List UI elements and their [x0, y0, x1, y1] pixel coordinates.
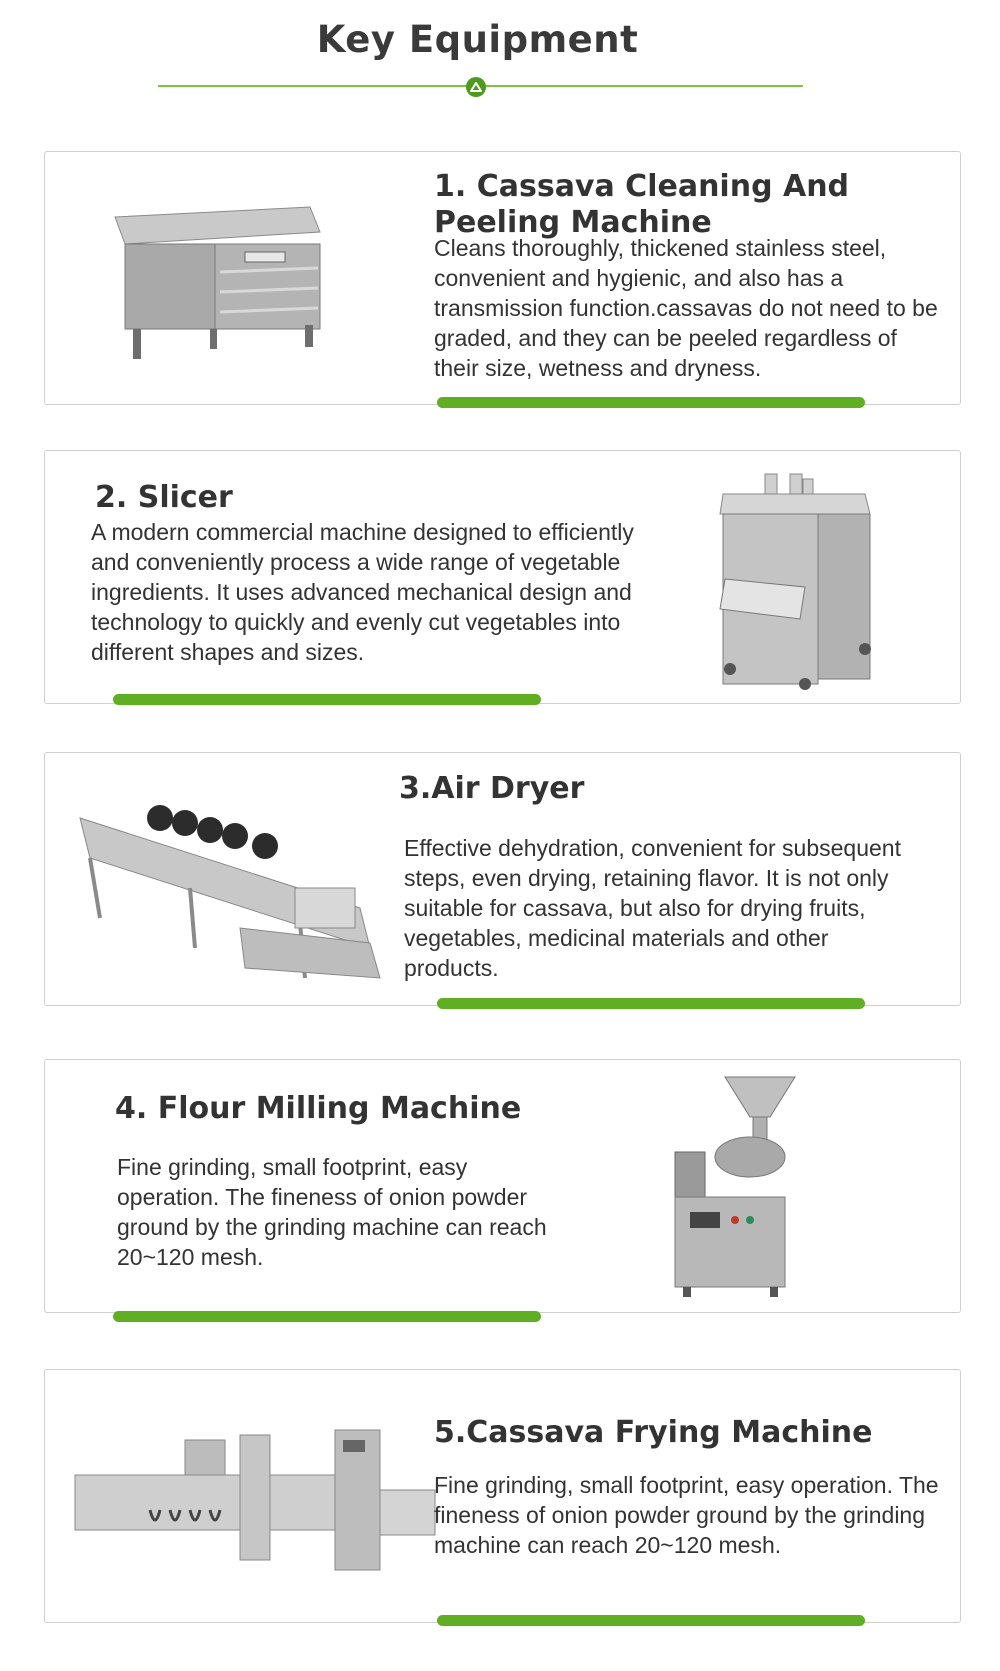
accent-bar — [437, 397, 865, 408]
flour-mill-image — [655, 1072, 835, 1302]
accent-bar — [437, 998, 865, 1009]
equipment-card-3 — [44, 752, 961, 1006]
equipment-title: 3.Air Dryer — [399, 771, 585, 806]
accent-bar — [437, 1615, 865, 1626]
equipment-title: 5.Cassava Frying Machine — [434, 1415, 873, 1450]
equipment-card-4 — [44, 1059, 961, 1313]
equipment-description: Cleans thoroughly, thickened stainless steel, convenient and hygienic, and also has a transmission function.cassavas do not need to be graded, and they can be peeled regardless of their size, wetness and dryness. — [434, 235, 938, 381]
equipment-description: Effective dehydration, convenient for subsequent steps, even drying, retaining flavor. It is not only suitable for cassava, but also for drying fruits, vegetables, medicinal materials and other products. — [404, 835, 901, 981]
chevron-up-icon — [466, 77, 486, 97]
equipment-title: 1. Cassava Cleaning And Peeling Machine — [434, 169, 850, 240]
slicer-machine-image — [695, 469, 885, 694]
equipment-description: Fine grinding, small footprint, easy operation. The fineness of onion powder ground by the grinding machine can reach 20~120 mesh. — [434, 1472, 939, 1558]
equipment-card-5 — [44, 1369, 961, 1623]
equipment-title: 4. Flour Milling Machine — [115, 1091, 522, 1126]
equipment-card-2 — [44, 450, 961, 704]
equipment-card-1 — [44, 151, 961, 405]
accent-bar — [113, 1311, 541, 1322]
cleaning-peeling-machine-image — [105, 192, 330, 362]
page-title: Key Equipment — [316, 18, 639, 61]
frying-machine-image — [65, 1415, 445, 1580]
air-dryer-image — [70, 778, 390, 983]
equipment-description: Fine grinding, small footprint, easy operation. The fineness of onion powder ground by the grinding machine can reach 20~120 mesh. — [117, 1154, 547, 1270]
equipment-title: 2. Slicer — [95, 480, 233, 515]
accent-bar — [113, 694, 541, 705]
equipment-description: A modern commercial machine designed to efficiently and conveniently process a wide range of vegetable ingredients. It uses advanced mechanical design and technology to quickly and evenly cut vegetables into different shapes and sizes. — [91, 519, 634, 665]
